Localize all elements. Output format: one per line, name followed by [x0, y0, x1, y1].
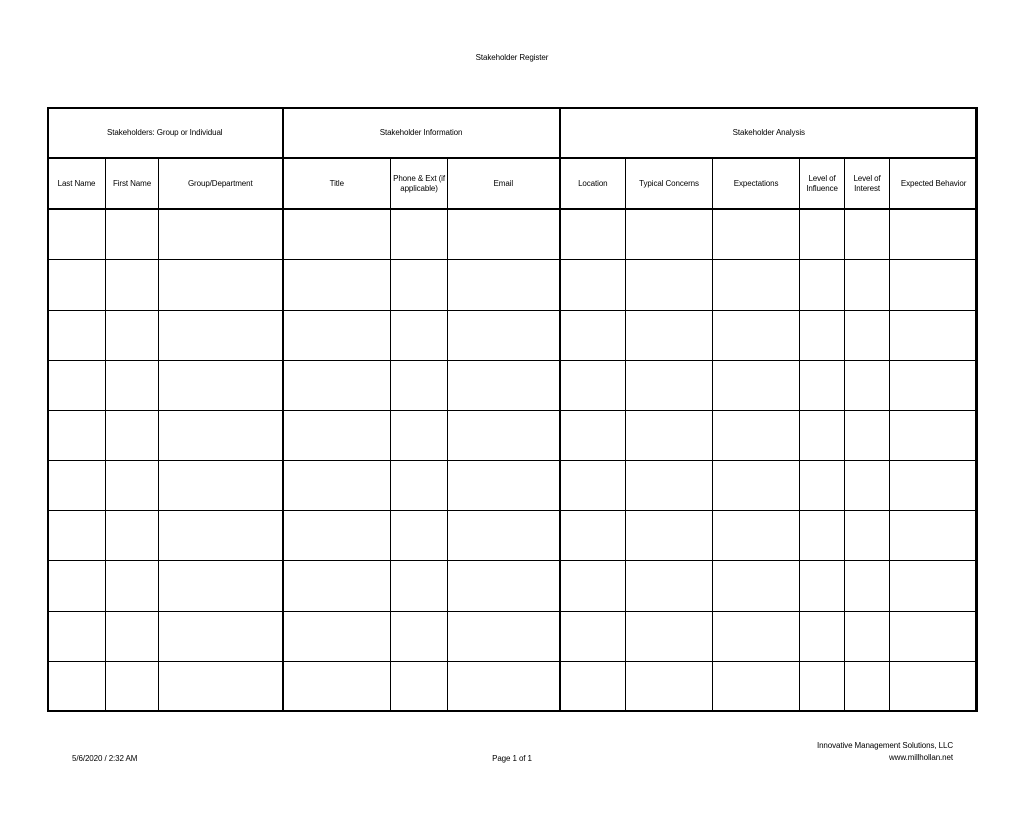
table-cell	[626, 661, 713, 711]
col-header-expectations: Expectations	[713, 158, 800, 209]
table-cell	[106, 661, 159, 711]
table-cell	[283, 360, 391, 410]
table-cell	[283, 461, 391, 511]
table-cell	[713, 360, 800, 410]
table-cell	[845, 209, 890, 260]
table-cell	[106, 360, 159, 410]
table-cell	[159, 209, 283, 260]
table-cell	[283, 310, 391, 360]
table-cell	[391, 611, 448, 661]
table-cell	[159, 661, 283, 711]
table-cell	[713, 611, 800, 661]
table-cell	[713, 260, 800, 310]
table-cell	[800, 410, 845, 460]
table-cell	[448, 360, 560, 410]
table-cell	[845, 410, 890, 460]
table-row	[48, 260, 978, 310]
table-cell	[106, 209, 159, 260]
table-cell	[890, 661, 978, 711]
col-header-last-name: Last Name	[48, 158, 106, 209]
table-cell	[48, 461, 106, 511]
table-cell	[890, 360, 978, 410]
table-row	[48, 661, 978, 711]
table-cell	[391, 661, 448, 711]
table-cell	[626, 461, 713, 511]
table-cell	[48, 561, 106, 611]
table-cell	[560, 461, 626, 511]
footer-datetime: 5/6/2020 / 2:32 AM	[72, 754, 138, 763]
table-cell	[713, 410, 800, 460]
table-cell	[560, 260, 626, 310]
table-cell	[448, 511, 560, 561]
table-cell	[845, 360, 890, 410]
table-cell	[448, 410, 560, 460]
table-cell	[448, 461, 560, 511]
table-cell	[713, 461, 800, 511]
table-cell	[890, 461, 978, 511]
table-cell	[48, 511, 106, 561]
table-row	[48, 561, 978, 611]
table-cell	[626, 360, 713, 410]
table-cell	[391, 461, 448, 511]
table-cell	[448, 611, 560, 661]
table-cell	[845, 561, 890, 611]
table-row	[48, 511, 978, 561]
col-header-email: Email	[448, 158, 560, 209]
table-cell	[448, 661, 560, 711]
table-cell	[890, 561, 978, 611]
table-cell	[48, 611, 106, 661]
table-cell	[626, 260, 713, 310]
col-header-location: Location	[560, 158, 626, 209]
table-cell	[713, 209, 800, 260]
table-cell	[391, 360, 448, 410]
table-cell	[159, 410, 283, 460]
table-cell	[48, 410, 106, 460]
table-cell	[890, 611, 978, 661]
table-cell	[283, 410, 391, 460]
table-cell	[713, 561, 800, 611]
table-cell	[159, 360, 283, 410]
table-cell	[800, 661, 845, 711]
table-cell	[560, 410, 626, 460]
table-cell	[106, 511, 159, 561]
group-header-information: Stakeholder Information	[283, 108, 560, 159]
group-header-analysis: Stakeholder Analysis	[560, 108, 978, 159]
table-cell	[626, 209, 713, 260]
column-header-row	[48, 158, 978, 209]
table-cell	[48, 310, 106, 360]
col-header-level-of-influence: Level of Influence	[800, 158, 845, 209]
table-cell	[560, 561, 626, 611]
col-header-level-of-interest: Level of Interest	[845, 158, 890, 209]
table-cell	[106, 611, 159, 661]
table-cell	[448, 209, 560, 260]
table-cell	[48, 661, 106, 711]
table-cell	[159, 260, 283, 310]
table-cell	[391, 410, 448, 460]
table-cell	[845, 511, 890, 561]
table-cell	[890, 410, 978, 460]
table-cell	[391, 561, 448, 611]
table-cell	[48, 209, 106, 260]
table-cell	[845, 461, 890, 511]
table-cell	[159, 310, 283, 360]
table-cell	[448, 260, 560, 310]
table-cell	[800, 310, 845, 360]
table-cell	[845, 260, 890, 310]
col-header-typical-concerns: Typical Concerns	[626, 158, 713, 209]
table-cell	[391, 511, 448, 561]
table-cell	[626, 310, 713, 360]
stakeholder-register-table	[47, 107, 978, 712]
table-cell	[48, 360, 106, 410]
table-cell	[626, 410, 713, 460]
table-cell	[800, 511, 845, 561]
col-header-phone: Phone & Ext (if applicable)	[391, 158, 448, 209]
table-cell	[159, 611, 283, 661]
table-cell	[560, 310, 626, 360]
table-cell	[283, 511, 391, 561]
table-cell	[283, 561, 391, 611]
table-row	[48, 360, 978, 410]
table-cell	[800, 461, 845, 511]
table-cell	[159, 511, 283, 561]
table-cell	[890, 511, 978, 561]
table-cell	[283, 209, 391, 260]
table-cell	[106, 410, 159, 460]
table-cell	[448, 310, 560, 360]
table-cell	[626, 561, 713, 611]
table-cell	[800, 561, 845, 611]
table-cell	[890, 260, 978, 310]
table-row	[48, 611, 978, 661]
table-cell	[283, 260, 391, 310]
table-row	[48, 461, 978, 511]
table-cell	[560, 611, 626, 661]
table-cell	[283, 611, 391, 661]
table-cell	[560, 360, 626, 410]
table-cell	[800, 260, 845, 310]
table-cell	[800, 360, 845, 410]
table-cell	[283, 661, 391, 711]
group-header-stakeholders: Stakeholders: Group or Individual	[48, 108, 283, 159]
table-cell	[391, 260, 448, 310]
table-cell	[106, 561, 159, 611]
table-cell	[106, 310, 159, 360]
table-row	[48, 209, 978, 260]
table-cell	[845, 661, 890, 711]
table-cell	[845, 310, 890, 360]
table-cell	[626, 611, 713, 661]
table-row	[48, 310, 978, 360]
table-cell	[713, 661, 800, 711]
table-cell	[159, 461, 283, 511]
group-header-row	[48, 108, 978, 159]
table-cell	[626, 511, 713, 561]
table-cell	[800, 209, 845, 260]
table-cell	[448, 561, 560, 611]
table-cell	[890, 209, 978, 260]
table-cell	[48, 260, 106, 310]
table-cell	[800, 611, 845, 661]
table-cell	[106, 461, 159, 511]
table-cell	[560, 661, 626, 711]
table-row	[48, 410, 978, 460]
footer-company-block	[817, 740, 953, 764]
col-header-group-department: Group/Department	[159, 158, 283, 209]
table-cell	[560, 511, 626, 561]
table-cell	[713, 310, 800, 360]
page-title: Stakeholder Register	[475, 53, 549, 62]
col-header-expected-behavior: Expected Behavior	[890, 158, 978, 209]
table-cell	[713, 511, 800, 561]
col-header-first-name: First Name	[106, 158, 159, 209]
col-header-title: Title	[283, 158, 391, 209]
table-cell	[391, 209, 448, 260]
table-cell	[890, 310, 978, 360]
table-cell	[159, 561, 283, 611]
table-cell	[391, 310, 448, 360]
footer-page-number: Page 1 of 1	[492, 754, 532, 763]
footer-company: Innovative Management Solutions, LLC	[816, 741, 953, 750]
footer-website: www.millhollan.net	[888, 753, 953, 762]
table-cell	[845, 611, 890, 661]
data-rows	[48, 209, 978, 711]
table-cell	[560, 209, 626, 260]
table-cell	[106, 260, 159, 310]
